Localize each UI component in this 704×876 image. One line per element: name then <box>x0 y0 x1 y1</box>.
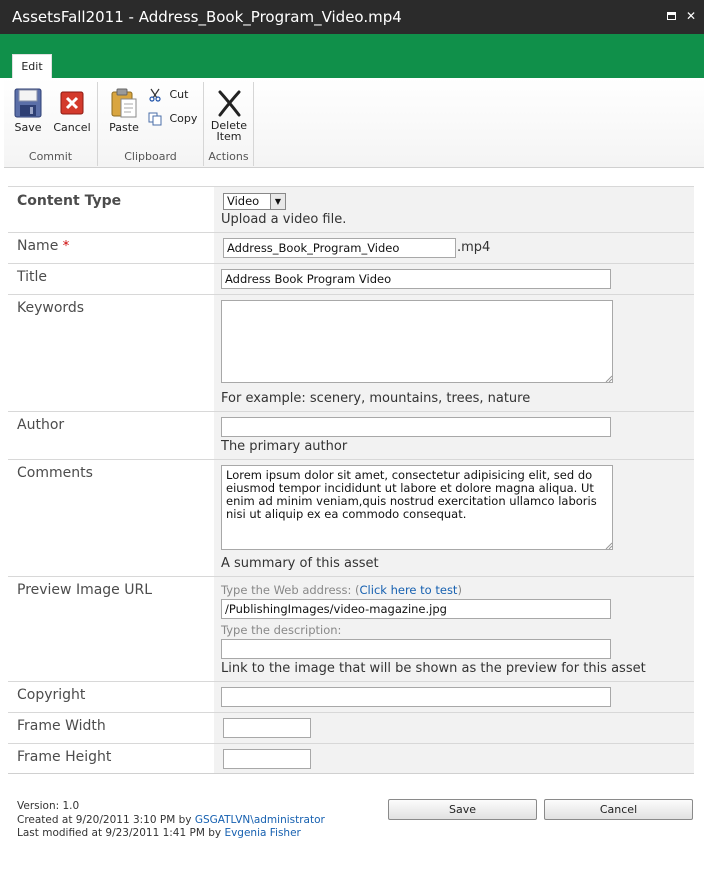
ribbon-group-commit-label: Commit <box>28 150 73 163</box>
save-icon <box>14 88 42 118</box>
keywords-hint: For example: scenery, mountains, trees, nature <box>221 391 531 406</box>
comments-textarea[interactable]: Lorem ipsum dolor sit amet, consectetur adipisicing elit, sed do eiusmod tempor incididunt ut labore et dolore magna aliqua. Ut enim ad minim veniam,quis nostrud exercitation ullamco laboris nisi ut aliquip ex ea commodo consequat. <box>221 465 613 550</box>
content-type-label: Content Type <box>8 187 214 232</box>
preview-image-url-label: Preview Image URL <box>8 577 214 681</box>
author-hint: The primary author <box>221 439 348 454</box>
cancel-label: Cancel <box>53 121 91 134</box>
content-type-value: Video <box>227 194 260 208</box>
row-title <box>8 263 694 294</box>
keywords-textarea[interactable] <box>221 300 613 383</box>
comments-label: Comments <box>8 460 214 576</box>
title-label: Title <box>8 264 214 294</box>
preview-description-input[interactable] <box>221 639 611 659</box>
modified-text <box>17 827 301 839</box>
name-label-cell <box>8 233 214 263</box>
name-extension: .mp4 <box>457 240 491 255</box>
cut-icon <box>148 88 162 102</box>
row-keywords <box>8 294 694 411</box>
chevron-down-icon: ▼ <box>270 194 285 209</box>
created-prefix: Created at 9/20/2011 3:10 PM by <box>17 814 195 826</box>
row-content-type <box>8 186 694 232</box>
cancel-button[interactable] <box>50 88 94 133</box>
copyright-label: Copyright <box>8 682 214 712</box>
row-comments <box>8 459 694 576</box>
window-title-bar <box>0 0 704 34</box>
created-by-link[interactable]: GSGATLVN\administrator <box>194 814 325 826</box>
modified-by-link[interactable]: Evgenia Fisher <box>224 827 301 839</box>
name-label: Name <box>17 238 59 254</box>
description-caption: Type the description: <box>221 623 342 637</box>
save-label: Save <box>14 121 42 134</box>
preview-image-hint: Link to the image that will be shown as the preview for this asset <box>221 661 646 676</box>
delete-item-button[interactable] <box>206 88 252 142</box>
author-label: Author <box>8 412 214 459</box>
keywords-label: Keywords <box>8 295 214 411</box>
ribbon <box>0 78 704 168</box>
copy-button[interactable] <box>148 112 204 126</box>
close-icon: ✕ <box>685 9 697 23</box>
frame-width-label: Frame Width <box>8 713 214 743</box>
title-input[interactable]: Address Book Program Video <box>221 269 611 289</box>
window-title: AssetsFall2011 - Address_Book_Program_Video.mp4 <box>12 8 402 26</box>
footer-cancel-button[interactable]: Cancel <box>544 799 693 820</box>
row-copyright <box>8 681 694 712</box>
ribbon-group-actions-label: Actions <box>208 150 249 163</box>
row-author <box>8 411 694 459</box>
preview-url-input[interactable]: /PublishingImages/video-magazine.jpg <box>221 599 611 619</box>
paste-icon <box>110 88 138 118</box>
content-type-select[interactable] <box>223 193 286 210</box>
required-marker: * <box>62 239 70 254</box>
paste-button[interactable] <box>102 88 146 133</box>
copyright-input[interactable] <box>221 687 611 707</box>
delete-label-line1: Delete <box>210 119 248 132</box>
copy-icon <box>148 112 162 126</box>
maximize-button[interactable] <box>664 9 678 23</box>
cancel-icon <box>58 88 86 118</box>
version-text: Version: 1.0 <box>17 800 80 812</box>
ribbon-group-clipboard <box>98 82 204 166</box>
frame-height-label: Frame Height <box>8 744 214 773</box>
frame-width-input[interactable] <box>223 718 311 738</box>
resize-grip-icon <box>605 375 613 383</box>
web-address-caption <box>221 583 462 597</box>
ribbon-group-clipboard-label: Clipboard <box>124 150 177 163</box>
tab-edit[interactable]: Edit <box>12 54 52 78</box>
footer-divider <box>8 773 694 774</box>
comments-hint: A summary of this asset <box>221 556 379 571</box>
click-to-test-link[interactable]: Click here to test <box>359 583 458 597</box>
resize-grip-icon <box>605 542 613 550</box>
ribbon-header <box>0 34 704 78</box>
row-preview-image-url <box>8 576 694 681</box>
frame-height-input[interactable] <box>223 749 311 769</box>
content-type-hint: Upload a video file. <box>221 212 347 227</box>
maximize-icon <box>667 12 676 20</box>
delete-icon <box>215 88 243 118</box>
delete-label-line2: Item <box>216 130 242 143</box>
ribbon-group-actions <box>204 82 254 166</box>
ribbon-group-commit <box>4 82 98 166</box>
web-address-label: Type the Web address: ( <box>221 583 360 597</box>
web-address-close: ) <box>457 583 462 597</box>
cut-label: Cut <box>169 88 189 101</box>
row-frame-width <box>8 712 694 743</box>
copy-label: Copy <box>169 112 198 125</box>
close-button[interactable] <box>684 9 698 23</box>
cut-button[interactable] <box>148 88 200 102</box>
author-input[interactable] <box>221 417 611 437</box>
name-input[interactable]: Address_Book_Program_Video <box>223 238 456 258</box>
row-frame-height <box>8 743 694 773</box>
save-button[interactable] <box>6 88 50 133</box>
footer-save-button[interactable]: Save <box>388 799 537 820</box>
paste-label: Paste <box>109 121 139 134</box>
row-name <box>8 232 694 263</box>
modified-prefix: Last modified at 9/23/2011 1:41 PM by <box>17 827 225 839</box>
created-text <box>17 814 325 826</box>
